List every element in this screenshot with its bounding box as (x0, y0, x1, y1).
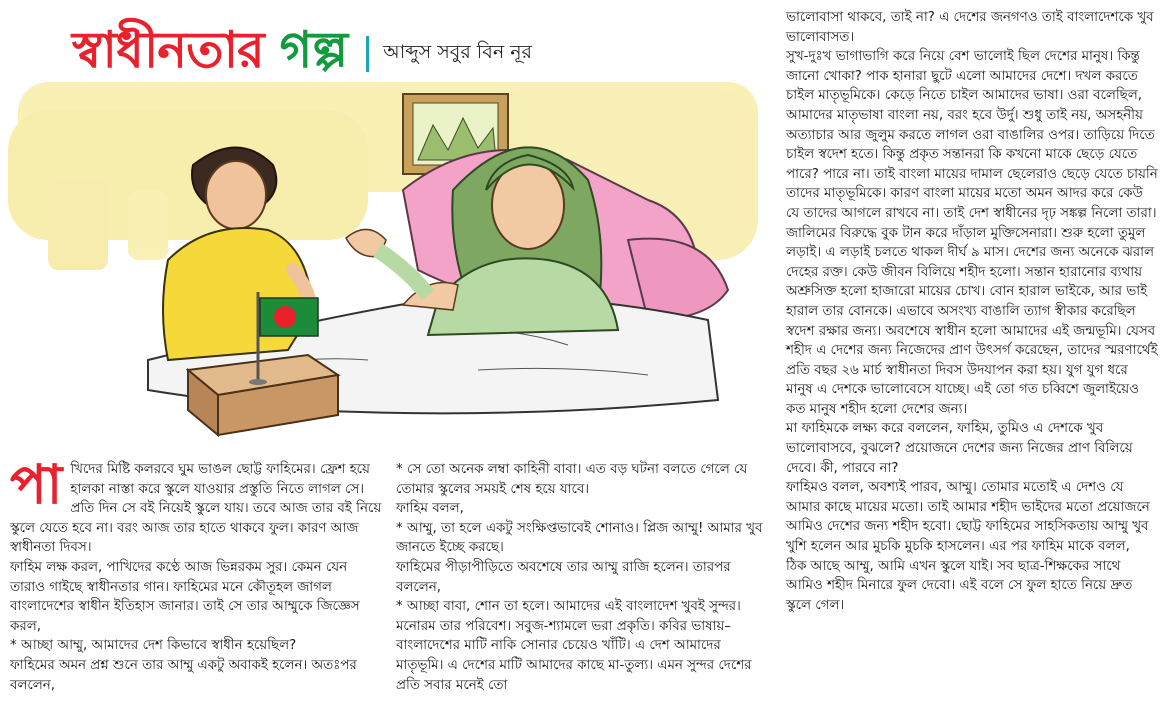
story-illustration (8, 70, 768, 450)
title-separator (366, 36, 369, 72)
paragraph: সুখ-দুঃখ ভাগাভাগি করে নিয়ে বেশ ভালোই ছিল দেশের মানুষ। কিন্তু জানো খোকা? পাক হানারা ছুটে এলো আমাদের দেশে। দখল করতে চাইল মাতৃভূমিকে। কেড়ে নিতে চাইল আমাদের ভাষা। ওরা বলেছিল, আমাদের মাতৃভাষা বাংলা নয়, বরং হবে উর্দু। শুধু তাই নয়, অসহনীয় অত্যাচার আর জুলুম করতে লাগল ওরা বাঙালির ওপর। তাড়িয়ে দিতে চাইল স্বদেশ হতে। কিন্তু প্রকৃত সন্তানরা কি কখনো মাকে ছেড়ে যেতে পারে? পারে না। তাই বাংলা মায়ের দামাল ছেলেরাও ছেড়ে যেতে চায়নি তাদের মাতৃভূমিকে। কারণ বাংলা মায়ের মতো অমন আদর করে কেউ যে তাদের আগলে রাখবে না। তাই দেশ স্বাধীনের দৃঢ় সঙ্কল্প নিলো তারা। জালিমের বিরুদ্ধে বুক টান করে দাঁড়াল মুক্তিসেনারা। শুরু হলো তুমুল লড়াই। এ লড়াই চলতে থাকল দীর্ঘ ৯ মাস। দেশের জন্য অনেকে ঝরাল দেহের রক্ত। কেউ জীবন বিলিয়ে শহীদ হলো। সন্তান হারানোর ব্যথায় অশ্রুসিক্ত হলো হাজারো মায়ের চোখ। বোন হারাল ভাইকে, আর ভাই হারাল তার বোনকে। এভাবে অসংখ্য বাঙালি ত্যাগ স্বীকার করেছিল স্বদেশ রক্ষার জন্য। অবশেষে স্বাধীন হলো আমাদের এই জন্মভূমি। যেসব শহীদ এ দেশের জন্য নিজেদের প্রাণ উৎসর্গ করেছেন, তাদের স্মরণার্থেই প্রতি বছর ২৬ মার্চ স্বাধীনতা দিবস উদযাপন করা হয়। যুগ যুগ ধরে মানুষ এ দেশকে ভালোবেসে যাচ্ছে। এই তো গত চব্বিশে জুলাইয়েও কত মানুষ শহীদ হলো দেশের জন্য। (786, 49, 1158, 417)
paragraph: * সে তো অনেক লম্বা কাহিনী বাবা। এত বড় ঘটনা বলতে গেলে যে তোমার স্কুলের সময়ই শেষ হয়ে যাবে। (396, 462, 748, 497)
drop-cap: পা (10, 452, 63, 516)
story-column-2 (396, 460, 768, 695)
paragraph: খিদের মিষ্টি কলরবে ঘুম ভাঙল ছোট্ট ফাহিমের। ফ্রেশ হয়ে হালকা নাস্তা করে স্কুলে যাওয়ার প্রস্তুতি নিতে লাগল সে। প্রতি দিন সে বই নিয়েই স্কুলে যায়। তবে আজ তার বই নিয়ে স্কুলে যেতে হবে না। বরং আজ তার হাতে থাকবে ফুল। কারণ আজ স্বাধীনতা দিবস। (10, 462, 382, 556)
paragraph: মা ফাহিমকে লক্ষ্য করে বললেন, ফাহিম, তুমিও এ দেশকে খুব ভালোবাসবে, বুঝলে? প্রয়োজনে দেশের জন্য নিজের প্রাণ বিলিয়ে দেবে। কী, পারবে না? (786, 421, 1133, 476)
title-main-word: স্বাধীনতার (72, 19, 264, 79)
paragraph: ভালোবাসা থাকবে, তাই না? এ দেশের জনগণও তাই বাংলাদেশকে খুব ভালোবাসত। (786, 10, 1154, 45)
paragraph: ফাহিম বলল, (396, 501, 464, 517)
paragraph: ফাহিমও বলল, অবশ্যই পারব, আম্মু। তোমার মতোই এ দেশও যে আমার কাছে মায়ের মতো। তাই আমার শহীদ ভাইদের মতো প্রয়োজনে আমিও দেশের জন্য শহীদ হবো। ছোট্ট ফাহিমের সাহসিকতায় আম্মু খুব খুশি হলেন আর মুচকি মুচকি হাসলেন। এর পর ফাহিম মাকে বলল, (786, 480, 1150, 555)
paragraph: ঠিক আছে আম্মু, আমি এখন স্কুলে যাই। সব ছাত্র-শিক্ষকের সাথে আমিও শহীদ মিনারে ফুল দেবো। এই বলে সে ফুল হাতে নিয়ে দ্রুত স্কুলে গেল। (786, 558, 1133, 613)
title-accent-word: গল্প (279, 19, 349, 79)
story-column-3 (786, 8, 1158, 615)
author-name: আব্দুস সবুর বিন নূর (383, 41, 532, 63)
paragraph: ফাহিম লক্ষ করল, পাখিদের কণ্ঠে আজ ভিন্নরকম সুর। কেমন যেন তারাও গাইছে স্বাধীনতার গান। ফাহিমের মনে কৌতূহল জাগল বাংলাদেশের স্বাধীন ইতিহাস জানার। তাই সে তার আম্মুকে জিজ্ঞেস করল, (10, 559, 360, 634)
paragraph: * আচ্ছা বাবা, শোন তা হলে। আমাদের এই বাংলাদেশ খুবই সুন্দর। মনোরম তার পরিবেশ। সবুজ-শ্যামলে ভরা প্রকৃতি। কবির ভাষায়– বাংলাদেশের মাটি নাকি সোনার চেয়েও খাঁটি। এ দেশ আমাদের মাতৃভূমি। এ দেশের মাটি আমাদের কাছে মা-তুল্য। এমন সুন্দর দেশের প্রতি সবার মনেই তো (396, 599, 752, 693)
paragraph: ফাহিমের পীড়াপীড়িতে অবশেষে তার আম্মু রাজি হলেন। তারপর বললেন, (396, 559, 731, 595)
paragraph: ফাহিমের অমন প্রশ্ন শুনে তার আম্মু একটু অবাকই হলেন। অতঃপর বললেন, (10, 657, 357, 693)
story-column-1 (10, 452, 382, 695)
paragraph: * আম্মু, তা হলে একটু সংক্ষিপ্তভাবেই শোনাও। প্লিজ আম্মু! আমার খুব জানতে ইচ্ছে করছে। (396, 520, 763, 556)
paragraph: * আচ্ছা আম্মু, আমাদের দেশ কিভাবে স্বাধীন হয়েছিল? (10, 638, 297, 654)
bedside-table (188, 355, 338, 435)
